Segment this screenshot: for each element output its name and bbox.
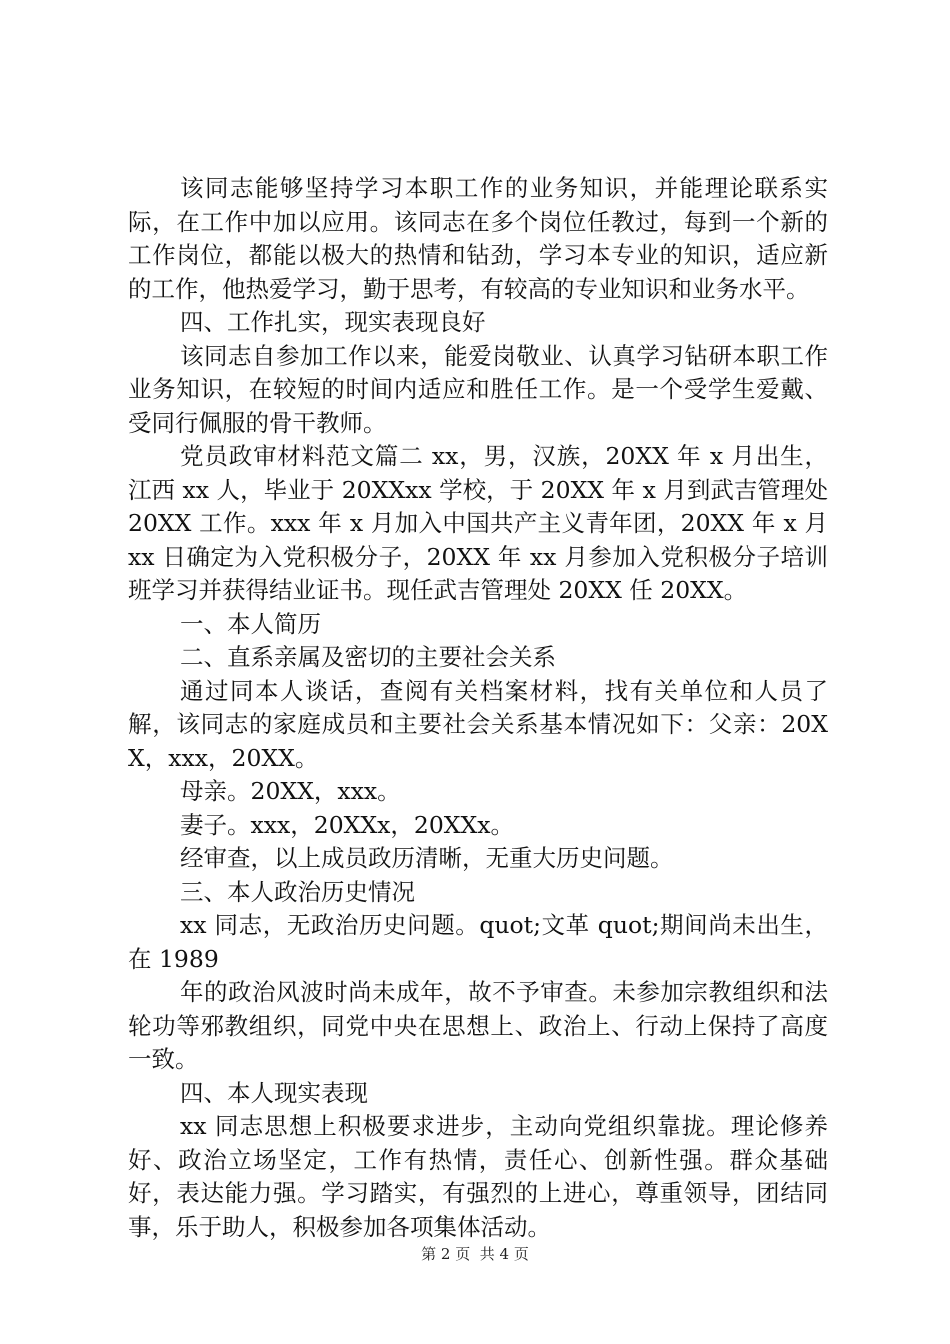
section-heading: 三、本人政治历史情况 xyxy=(180,877,415,906)
paragraph: 母亲。20XX，xxx。 xyxy=(180,777,401,805)
paragraph: 党员政审材料范文篇二 xx，男，汉族，20XX 年 x 月出生，江西 xx 人，毕业于 20XXxx 学校，于 20XX 年 x 月到武吉管理处 20XX 工作。xxx 年 x 月加入中国共产主义青年团，20XX 年 x 月 xx 日确定为入党积极分子，20XX 年 xx 月参加入党积极分子培训班学习并获得结业证书。现任武吉管理处 20XX 任 20XX。 xyxy=(128,442,828,604)
page-footer xyxy=(0,1244,950,1264)
paragraph: 年的政治风波时尚未成年，故不予审查。未参加宗教组织和法轮功等邪教组织，同党中央在思想上、政治上、行动上保持了高度一致。 xyxy=(128,978,828,1073)
section-heading: 四、工作扎实，现实表现良好 xyxy=(180,308,486,336)
section-heading: 一、本人简历 xyxy=(180,609,321,638)
paragraph: xx 同志思想上积极要求进步，主动向党组织靠拢。理论修养好、政治立场坚定，工作有热情，责任心、创新性强。群众基础好，表达能力强。学习踏实，有强烈的上进心，尊重领导，团结同事，乐于助人，积极参加各项集体活动。 xyxy=(128,1112,828,1241)
paragraph: xx 同志，无政治历史问题。quot;文革 quot;期间尚未出生，在 1989 xyxy=(128,911,828,973)
section-heading: 四、本人现实表现 xyxy=(180,1078,368,1107)
paragraph: 通过同本人谈话，查阅有关档案材料，找有关单位和人员了解，该同志的家庭成员和主要社会关系基本情况如下：父亲：20XX，xxx，20XX。 xyxy=(128,676,828,772)
paragraph: 该同志能够坚持学习本职工作的业务知识，并能理论联系实际，在工作中加以应用。该同志在多个岗位任教过，每到一个新的工作岗位，都能以极大的热情和钻劲，学习本专业的知识，适应新的工作，他热爱学习，勤于思考，有较高的专业知识和业务水平。 xyxy=(128,174,828,303)
paragraph: 妻子。xxx，20XXx，20XXx。 xyxy=(180,810,514,839)
section-heading: 二、直系亲属及密切的主要社会关系 xyxy=(180,643,556,671)
paragraph: 该同志自参加工作以来，能爱岗敬业、认真学习钻研本职工作业务知识，在较短的时间内适应和胜任工作。是一个受学生爱戴、受同行佩服的骨干教师。 xyxy=(128,341,828,437)
document-body xyxy=(128,172,828,1244)
page-number: 第 2 页 共 4 页 xyxy=(421,1245,529,1263)
paragraph: 经审查，以上成员政历清晰，无重大历史问题。 xyxy=(180,844,674,872)
